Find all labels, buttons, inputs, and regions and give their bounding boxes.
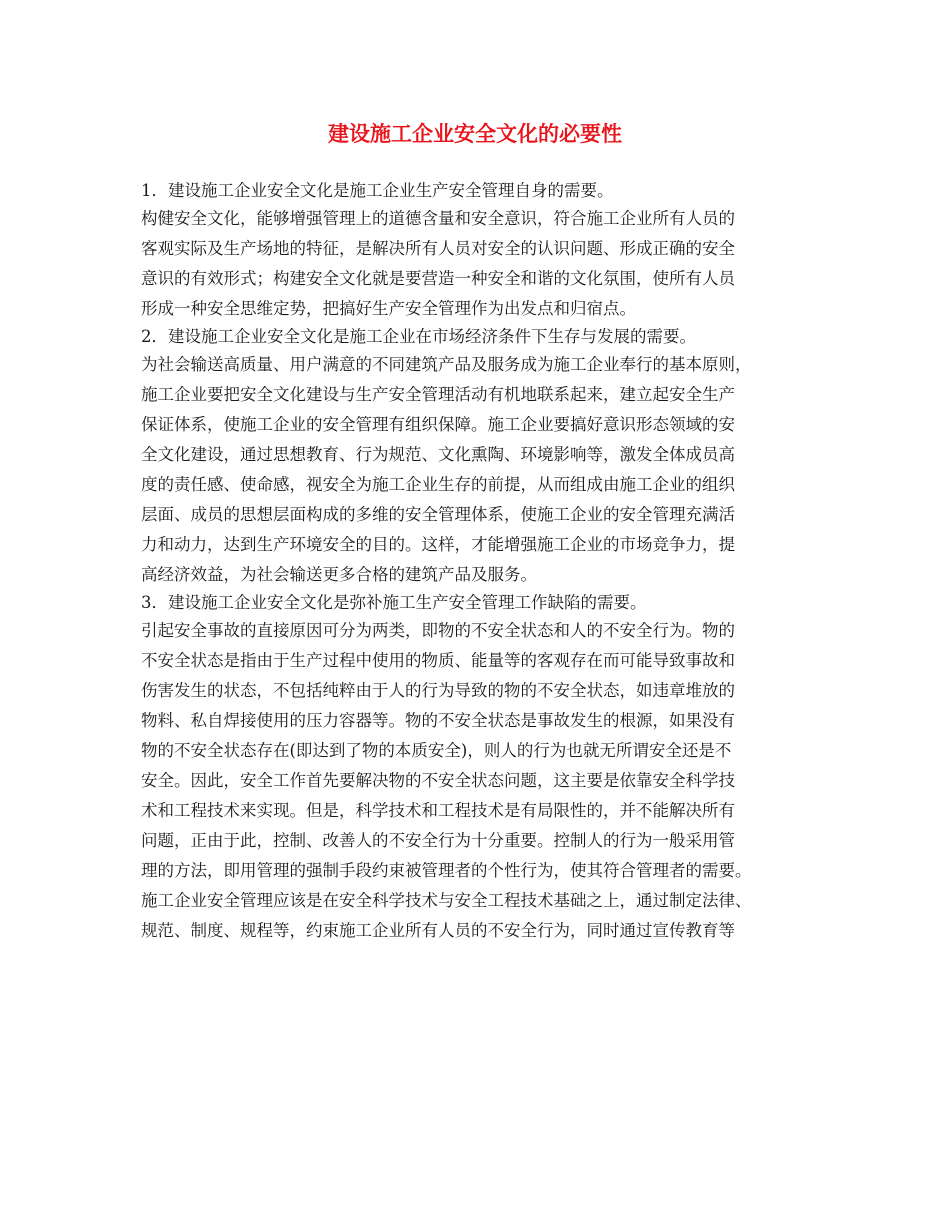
body-line: 客观实际及生产场地的特征，是解决所有人员对安全的认识问题、形成正确的安全 <box>141 239 735 258</box>
body-line: 伤害发生的状态，不包括纯粹由于人的行为导致的物的不安全状态，如违章堆放的 <box>141 681 735 700</box>
body-line: 构健安全文化，能够增强管理上的道德含量和安全意识，符合施工企业所有人员的 <box>141 209 735 228</box>
body-line: 高经济效益，为社会输送更多合格的建筑产品及服务。 <box>141 565 537 584</box>
body-line: 力和动力，达到生产环境安全的目的。这样，才能增强施工企业的市场竞争力，提 <box>141 535 735 554</box>
body-line: 保证体系，使施工企业的安全管理有组织保障。施工企业要搞好意识形态领域的安 <box>141 415 735 434</box>
body-line: 引起安全事故的直接原因可分为两类，即物的不安全状态和人的不安全行为。物的 <box>141 621 735 640</box>
body-line: 问题，正由于此，控制、改善人的不安全行为十分重要。控制人的行为一般采用管 <box>141 831 735 850</box>
body-line: 不安全状态是指由于生产过程中使用的物质、能量等的客观存在而可能导致事故和 <box>141 651 735 670</box>
section-heading: 3．建设施工企业安全文化是弥补施工生产安全管理工作缺陷的需要。 <box>141 593 647 612</box>
document-title: 建设施工企业安全文化的必要性 <box>328 121 622 146</box>
body-line: 形成一种安全思维定势，把搞好生产安全管理作为出发点和归宿点。 <box>141 299 636 318</box>
body-line: 为社会输送高质量、用户满意的不同建筑产品及服务成为施工企业奉行的基本原则， <box>141 355 752 374</box>
body-line: 层面、成员的思想层面构成的多维的安全管理体系，使施工企业的安全管理充满活 <box>141 505 735 524</box>
body-line: 全文化建设，通过思想教育、行为规范、文化熏陶、环境影响等，激发全体成员高 <box>141 445 735 464</box>
body-line: 安全。因此，安全工作首先要解决物的不安全状态问题，这主要是依靠安全科学技 <box>141 771 735 790</box>
body-line: 规范、制度、规程等，约束施工企业所有人员的不安全行为，同时通过宣传教育等 <box>141 921 735 940</box>
body-line: 施工企业安全管理应该是在安全科学技术与安全工程技术基础之上，通过制定法律、 <box>141 891 752 910</box>
section-heading: 2．建设施工企业安全文化是施工企业在市场经济条件下生存与发展的需要。 <box>141 327 696 346</box>
body-line: 物料、私自焊接使用的压力容器等。物的不安全状态是事故发生的根源，如果没有 <box>141 711 735 730</box>
body-line: 物的不安全状态存在(即达到了物的本质安全)，则人的行为也就无所谓安全还是不 <box>141 741 732 760</box>
document-body <box>141 178 831 946</box>
body-line: 施工企业要把安全文化建设与生产安全管理活动有机地联系起来，建立起安全生产 <box>141 385 735 404</box>
section-heading: 1．建设施工企业安全文化是施工企业生产安全管理自身的需要。 <box>141 181 614 200</box>
body-line: 术和工程技术来实现。但是，科学技术和工程技术是有局限性的，并不能解决所有 <box>141 801 735 820</box>
body-line: 意识的有效形式；构建安全文化就是要营造一种安全和谐的文化氛围，使所有人员 <box>141 269 735 288</box>
body-line: 度的责任感、使命感，视安全为施工企业生存的前提，从而组成由施工企业的组织 <box>141 475 735 494</box>
body-line: 理的方法，即用管理的强制手段约束被管理者的个性行为，使其符合管理者的需要。 <box>141 861 752 880</box>
